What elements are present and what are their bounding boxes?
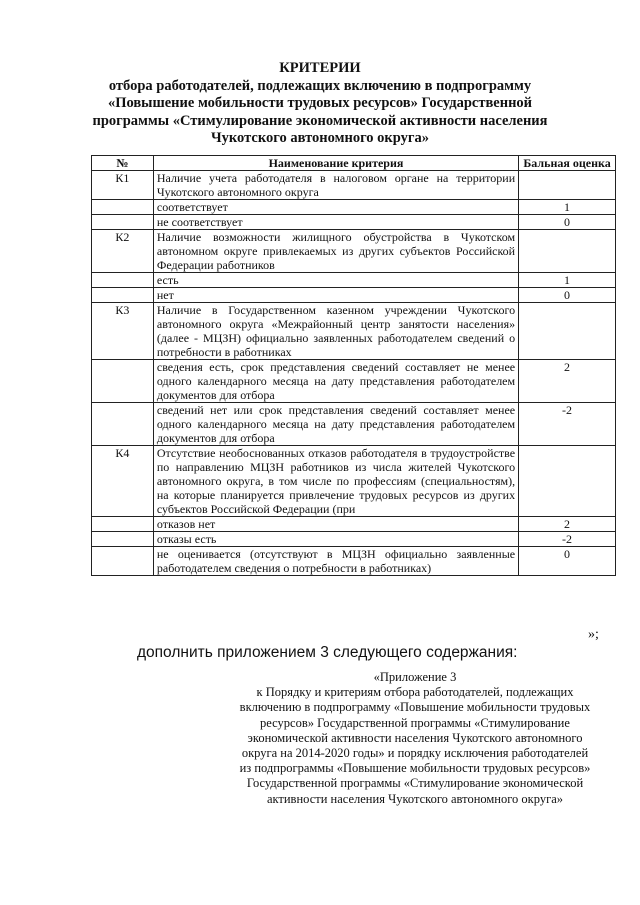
title-line: программы «Стимулирование экономической активности населения bbox=[92, 112, 548, 129]
table-row bbox=[92, 171, 616, 200]
title-line: Чукотского автономного округа» bbox=[211, 130, 429, 146]
row-criterion: Наличие возможности жилищного обустройства в Чукотском автономном округе привлекаемых из других субъектов Российской Федерации работников bbox=[153, 230, 518, 273]
row-score: 0 bbox=[519, 288, 616, 303]
supplement-instruction: дополнить приложением 3 следующего содержания: bbox=[137, 644, 518, 661]
table-row bbox=[92, 532, 616, 547]
annex-line: ресурсов» Государственной программы «Стимулирование bbox=[260, 715, 570, 730]
row-score: 1 bbox=[519, 200, 616, 215]
annex-line: «Приложение 3 bbox=[373, 670, 457, 684]
table-row bbox=[92, 273, 616, 288]
table-row bbox=[92, 200, 616, 215]
row-criterion: нет bbox=[153, 288, 518, 303]
row-score: 0 bbox=[519, 215, 616, 230]
row-code: К4 bbox=[92, 446, 154, 517]
row-code bbox=[92, 532, 154, 547]
table-row bbox=[92, 360, 616, 403]
annex-line: округа на 2014-2020 годы» и порядку исключения работодателей bbox=[241, 746, 589, 761]
closing-quote: »; bbox=[588, 627, 599, 642]
row-score: -2 bbox=[519, 403, 616, 446]
row-criterion: Наличие учета работодателя в налоговом органе на территории Чукотского автономного округа bbox=[153, 171, 518, 200]
row-criterion: сведений нет или срок представления сведений составляет менее одного календарного месяца на дату представления работодателем документов для отбора bbox=[153, 403, 518, 446]
row-score bbox=[519, 446, 616, 517]
row-criterion: сведения есть, срок представления сведений составляет не менее одного календарного месяца на дату представления работодателем документов для отбора bbox=[153, 360, 518, 403]
annex-line: активности населения Чукотского автономного округа» bbox=[266, 791, 564, 806]
row-score: 1 bbox=[519, 273, 616, 288]
row-code bbox=[92, 273, 154, 288]
row-score: 0 bbox=[519, 547, 616, 576]
title-line: «Повышение мобильности трудовых ресурсов» Государственной bbox=[107, 95, 533, 111]
row-criterion: отказов нет bbox=[153, 517, 518, 532]
annex-line: из подпрограммы «Повышение мобильности трудовых ресурсов» bbox=[239, 761, 591, 776]
row-criterion: не оценивается (отсутствуют в МЦЗН официально заявленные работодателем сведения о потребности в работниках) bbox=[153, 547, 518, 576]
annex-line: экономической активности населения Чукотского автономного bbox=[247, 730, 583, 745]
row-score bbox=[519, 171, 616, 200]
table-row bbox=[92, 215, 616, 230]
row-code bbox=[92, 288, 154, 303]
annex-heading bbox=[225, 670, 605, 807]
annex-line: Государственной программы «Стимулирование экономической bbox=[246, 776, 584, 791]
row-criterion: отказы есть bbox=[153, 532, 518, 547]
criteria-table bbox=[91, 155, 616, 576]
row-criterion: Наличие в Государственном казенном учреждении Чукотского автономного округа «Межрайонный центр занятости населения» (далее - МЦЗН) официально заявленных работодателем сведений о потребности в работниках bbox=[153, 303, 518, 360]
table-row bbox=[92, 446, 616, 517]
header-number: № bbox=[92, 156, 154, 171]
row-code bbox=[92, 403, 154, 446]
row-code bbox=[92, 215, 154, 230]
row-code bbox=[92, 517, 154, 532]
title-line: КРИТЕРИИ bbox=[279, 60, 361, 76]
row-code bbox=[92, 200, 154, 215]
row-criterion: есть bbox=[153, 273, 518, 288]
row-code: К1 bbox=[92, 171, 154, 200]
table-row bbox=[92, 517, 616, 532]
table-header-row bbox=[92, 156, 616, 171]
row-score: 2 bbox=[519, 360, 616, 403]
annex-line: включению в подпрограмму «Повышение мобильности трудовых bbox=[239, 700, 591, 715]
row-code: К3 bbox=[92, 303, 154, 360]
table-row bbox=[92, 230, 616, 273]
annex-line: к Порядку и критериям отбора работодателей, подлежащих bbox=[256, 685, 574, 700]
row-score bbox=[519, 230, 616, 273]
title-line: отбора работодателей, подлежащих включению в подпрограмму bbox=[108, 77, 532, 94]
row-code bbox=[92, 360, 154, 403]
document-title bbox=[60, 60, 580, 148]
table-row bbox=[92, 288, 616, 303]
row-code: К2 bbox=[92, 230, 154, 273]
row-score: -2 bbox=[519, 532, 616, 547]
table-row bbox=[92, 303, 616, 360]
header-score: Бальная оценка bbox=[519, 156, 616, 171]
row-criterion: Отсутствие необоснованных отказов работодателя в трудоустройстве по направлению МЦЗН работников из числа жителей Чукотского автономного округа, в том числе по профессиям (специальностям), на которые планируется привлечение трудовых ресурсов из других субъектов Российской Федерации (при bbox=[153, 446, 518, 517]
row-code bbox=[92, 547, 154, 576]
row-criterion: не соответствует bbox=[153, 215, 518, 230]
table-row bbox=[92, 547, 616, 576]
header-criterion-name: Наименование критерия bbox=[153, 156, 518, 171]
row-score: 2 bbox=[519, 517, 616, 532]
table-row bbox=[92, 403, 616, 446]
row-criterion: соответствует bbox=[153, 200, 518, 215]
row-score bbox=[519, 303, 616, 360]
